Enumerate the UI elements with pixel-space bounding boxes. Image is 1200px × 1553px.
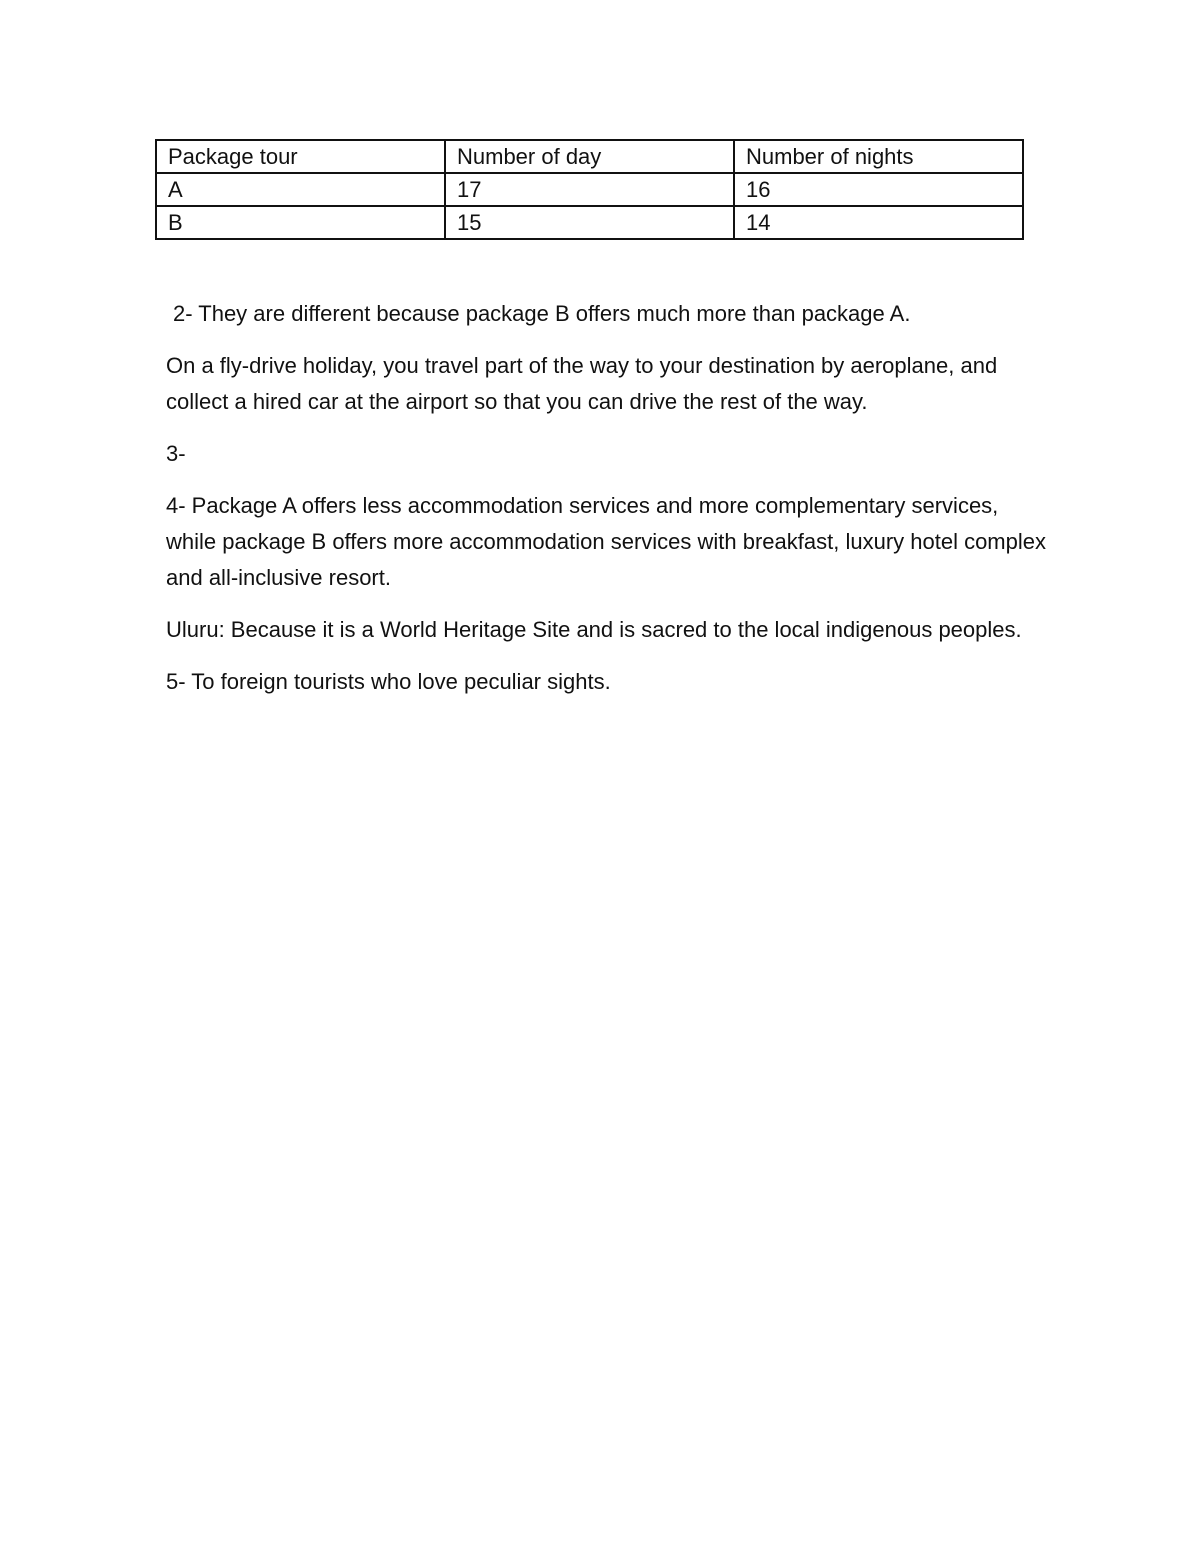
table-cell: 14 <box>734 206 1023 239</box>
table-cell: B <box>156 206 445 239</box>
table-row <box>156 173 1023 206</box>
paragraph-answer-3: 3- <box>166 441 186 466</box>
table-cell: A <box>156 173 445 206</box>
paragraph-answer-5: 5- To foreign tourists who love peculiar sights. <box>166 669 611 694</box>
table-header-cell: Number of nights <box>734 140 1023 173</box>
paragraph-uluru: Uluru: Because it is a World Heritage Site and is sacred to the local indigenous peoples. <box>166 617 1022 642</box>
package-tour-table <box>155 139 1024 240</box>
table-header-row <box>156 140 1023 173</box>
paragraph-answer-4: 4- Package A offers less accommodation services and more complementary services, while package B offers more accommodation services with breakfast, luxury hotel complex and all-inclusive resort. <box>166 493 1046 590</box>
table-header-cell: Number of day <box>445 140 734 173</box>
table-row <box>156 206 1023 239</box>
table-cell: 17 <box>445 173 734 206</box>
paragraph-answer-2: 2- They are different because package B offers much more than package A. <box>173 301 911 326</box>
table-cell: 15 <box>445 206 734 239</box>
table-cell: 16 <box>734 173 1023 206</box>
paragraph-fly-drive: On a fly-drive holiday, you travel part of the way to your destination by aeroplane, and collect a hired car at the airport so that you can drive the rest of the way. <box>166 353 998 414</box>
table-header-cell: Package tour <box>156 140 445 173</box>
answer-text <box>166 296 1046 716</box>
